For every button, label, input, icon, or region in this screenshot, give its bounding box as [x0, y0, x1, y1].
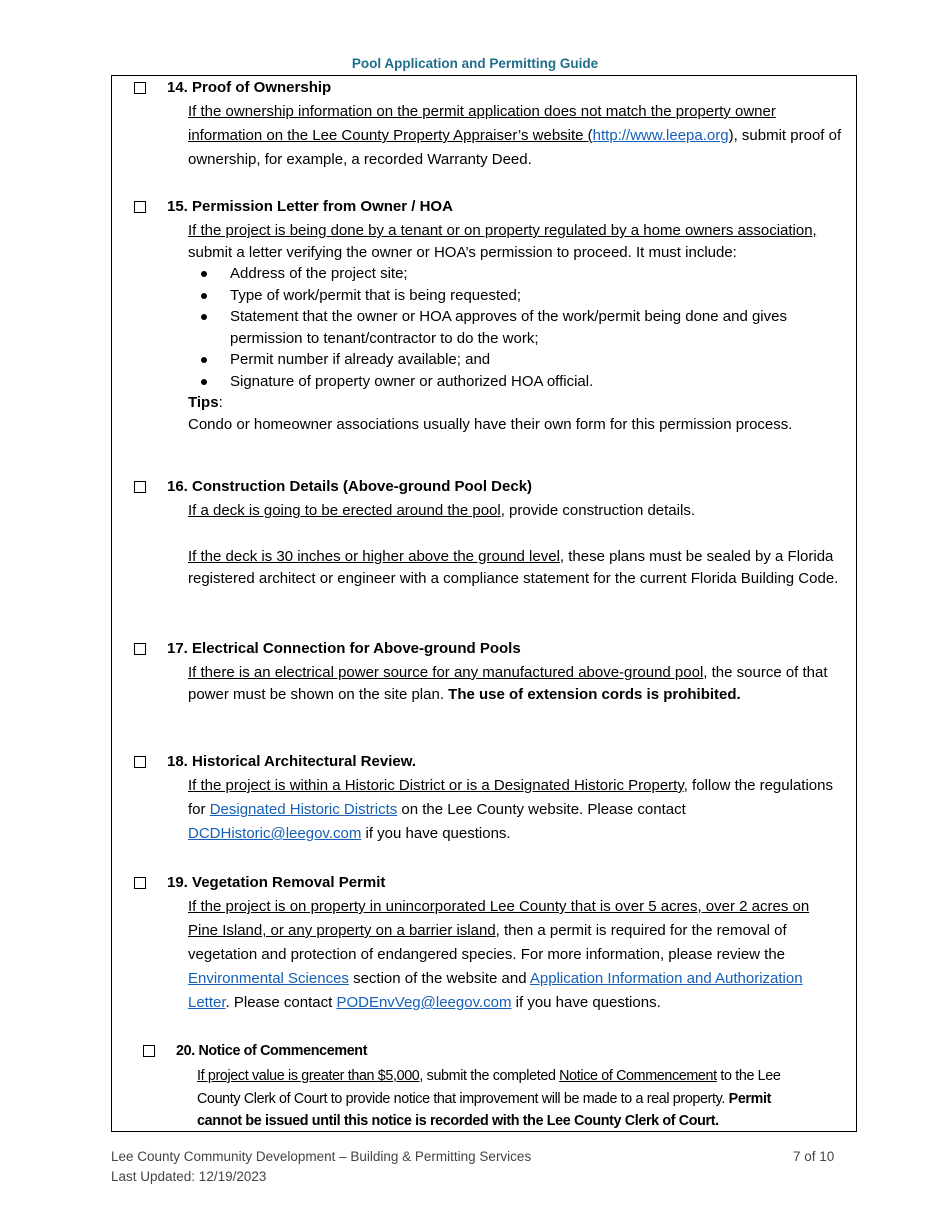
checkbox-18[interactable] — [134, 756, 146, 768]
item-17-body: If there is an electrical power source for any manufactured above-ground pool, the source of that power must be shown on the site plan. The use of extension cords is prohibited. — [188, 664, 828, 703]
checkbox-16[interactable] — [134, 481, 146, 493]
list-item: Address of the project site; — [188, 263, 843, 285]
footer-last-updated: Last Updated: 12/19/2023 — [111, 1169, 267, 1184]
notice-of-commencement-ref: Notice of Commencement — [559, 1068, 717, 1084]
item-17-condition: If there is an electrical power source for any manufactured above-ground pool — [188, 664, 704, 681]
checklist-box — [111, 75, 857, 1132]
checkbox-17[interactable] — [134, 643, 146, 655]
item-18-body: If the project is within a Historic District or is a Designated Historic Property, follow the regulations for Designated Historic Districts on the Lee County website. Please contact DCDHistoric@leegov.com if you have questions. — [188, 777, 833, 842]
item-15-text: submit a letter verifying the owner or HOA’s permission to proceed. It must include: — [188, 243, 737, 261]
item-18-title: 18. Historical Architectural Review. — [167, 753, 416, 770]
item-19-condition: If the project is on property in unincorporated Lee County that is over 5 acres, over 2 acres on Pine Island, or any property on a barrier island — [188, 898, 810, 939]
pod-env-veg-email-link[interactable]: PODEnvVeg@leegov.com — [336, 994, 512, 1011]
checkbox-20[interactable] — [143, 1045, 155, 1057]
item-15-condition: If the project is being done by a tenant or on property regulated by a home owners association, — [188, 222, 817, 239]
item-16-body: If a deck is going to be erected around the pool, provide construction details. If the deck is 30 inches or higher above the ground level, these plans must be sealed by a Florida registered architect or engineer with a compliance statement for the current Florida Building Code. — [188, 502, 839, 587]
tips-text: Condo or homeowner associations usually have their own form for this permission process. — [188, 415, 793, 433]
environmental-sciences-link[interactable]: Environmental Sciences — [188, 970, 349, 987]
item-14-text: ), submit proof of ownership, for example, a recorded Warranty Deed. — [188, 127, 842, 168]
item-14-body — [188, 100, 843, 172]
page-number: 7 of 10 — [793, 1149, 835, 1164]
item-20-title: 20. Notice of Commencement — [176, 1043, 368, 1059]
application-authorization-letter-link[interactable]: Application Information and Authorization Letter — [188, 970, 803, 1011]
item-15-title: 15. Permission Letter from Owner / HOA — [167, 198, 453, 215]
page-header-title: Pool Application and Permitting Guide — [351, 56, 599, 71]
checkbox-19[interactable] — [134, 877, 146, 889]
item-16-condition-1: If a deck is going to be erected around the pool — [188, 502, 501, 519]
item-20-warning: Permit cannot be issued until this notice is recorded with the Lee County Clerk of Court. — [197, 1090, 772, 1129]
item-14-condition: If the ownership information on the permit application does not match the property owner information on the Lee County Property Appraiser’s website ( — [188, 103, 776, 144]
checkbox-14[interactable] — [134, 82, 146, 94]
leepa-link[interactable]: http://www.leepa.org — [592, 127, 729, 144]
item-19-body: If the project is on property in unincorporated Lee County that is over 5 acres, over 2 acres on Pine Island, or any property on a barrier island, then a permit is required for the removal of vegetation and protection of endangered species. For more information, please review the Environmental Sciences section of the website and Application Information and Authorization Letter. Please contact PODEnvVeg@leegov.com if you have questions. — [188, 898, 810, 1011]
list-item: Statement that the owner or HOA approves of the work/permit being done and gives permission to tenant/contractor to do the work; — [188, 306, 843, 349]
tips-label: Tips — [188, 394, 219, 411]
item-15-bullet-list — [188, 263, 843, 392]
page-footer — [111, 1147, 531, 1187]
item-16-title: 16. Construction Details (Above-ground Pool Deck) — [167, 478, 533, 495]
dcd-historic-email-link[interactable]: DCDHistoric@leegov.com — [188, 825, 362, 842]
item-20-condition: If project value is greater than $5,000 — [197, 1068, 420, 1084]
item-14-title: 14. Proof of Ownership — [167, 79, 332, 96]
item-20-body: If project value is greater than $5,000, submit the completed Notice of Commencement to the Lee County Clerk of Court to provide notice that improvement will be made to a real property. Permit cannot be issued until this notice is recorded with the Lee County Clerk of Court. — [197, 1068, 781, 1129]
footer-department: Lee County Community Development – Building & Permitting Services — [111, 1149, 532, 1164]
item-18-condition: If the project is within a Historic District or is a Designated Historic Property — [188, 777, 684, 794]
item-17-title: 17. Electrical Connection for Above-ground Pools — [167, 640, 521, 657]
list-item: Signature of property owner or authorized HOA official. — [188, 371, 843, 393]
historic-districts-link[interactable]: Designated Historic Districts — [209, 801, 398, 818]
item-15-body: If the project is being done by a tenant or on property regulated by a home owners association, submit a letter verifying the owner or HOA’s permission to proceed. It must include: Address of the project site; Type of work/permit that is being requested; Statement that the owner or HOA approves of the work/permit being done and gives permission to tenant/contractor to do the work; Permit number if already available; and Signature of property owner or authorized HOA official. Tips: Condo or homeowner associations usually have their own form for this permission process. — [188, 220, 843, 435]
item-16-condition-2: If the deck is 30 inches or higher above the ground level — [188, 547, 560, 565]
list-item: Permit number if already available; and — [188, 349, 843, 371]
list-item: Type of work/permit that is being requested; — [188, 285, 843, 307]
item-17-warning: The use of extension cords is prohibited. — [448, 685, 741, 703]
checkbox-15[interactable] — [134, 201, 146, 213]
item-19-title: 19. Vegetation Removal Permit — [167, 874, 386, 891]
